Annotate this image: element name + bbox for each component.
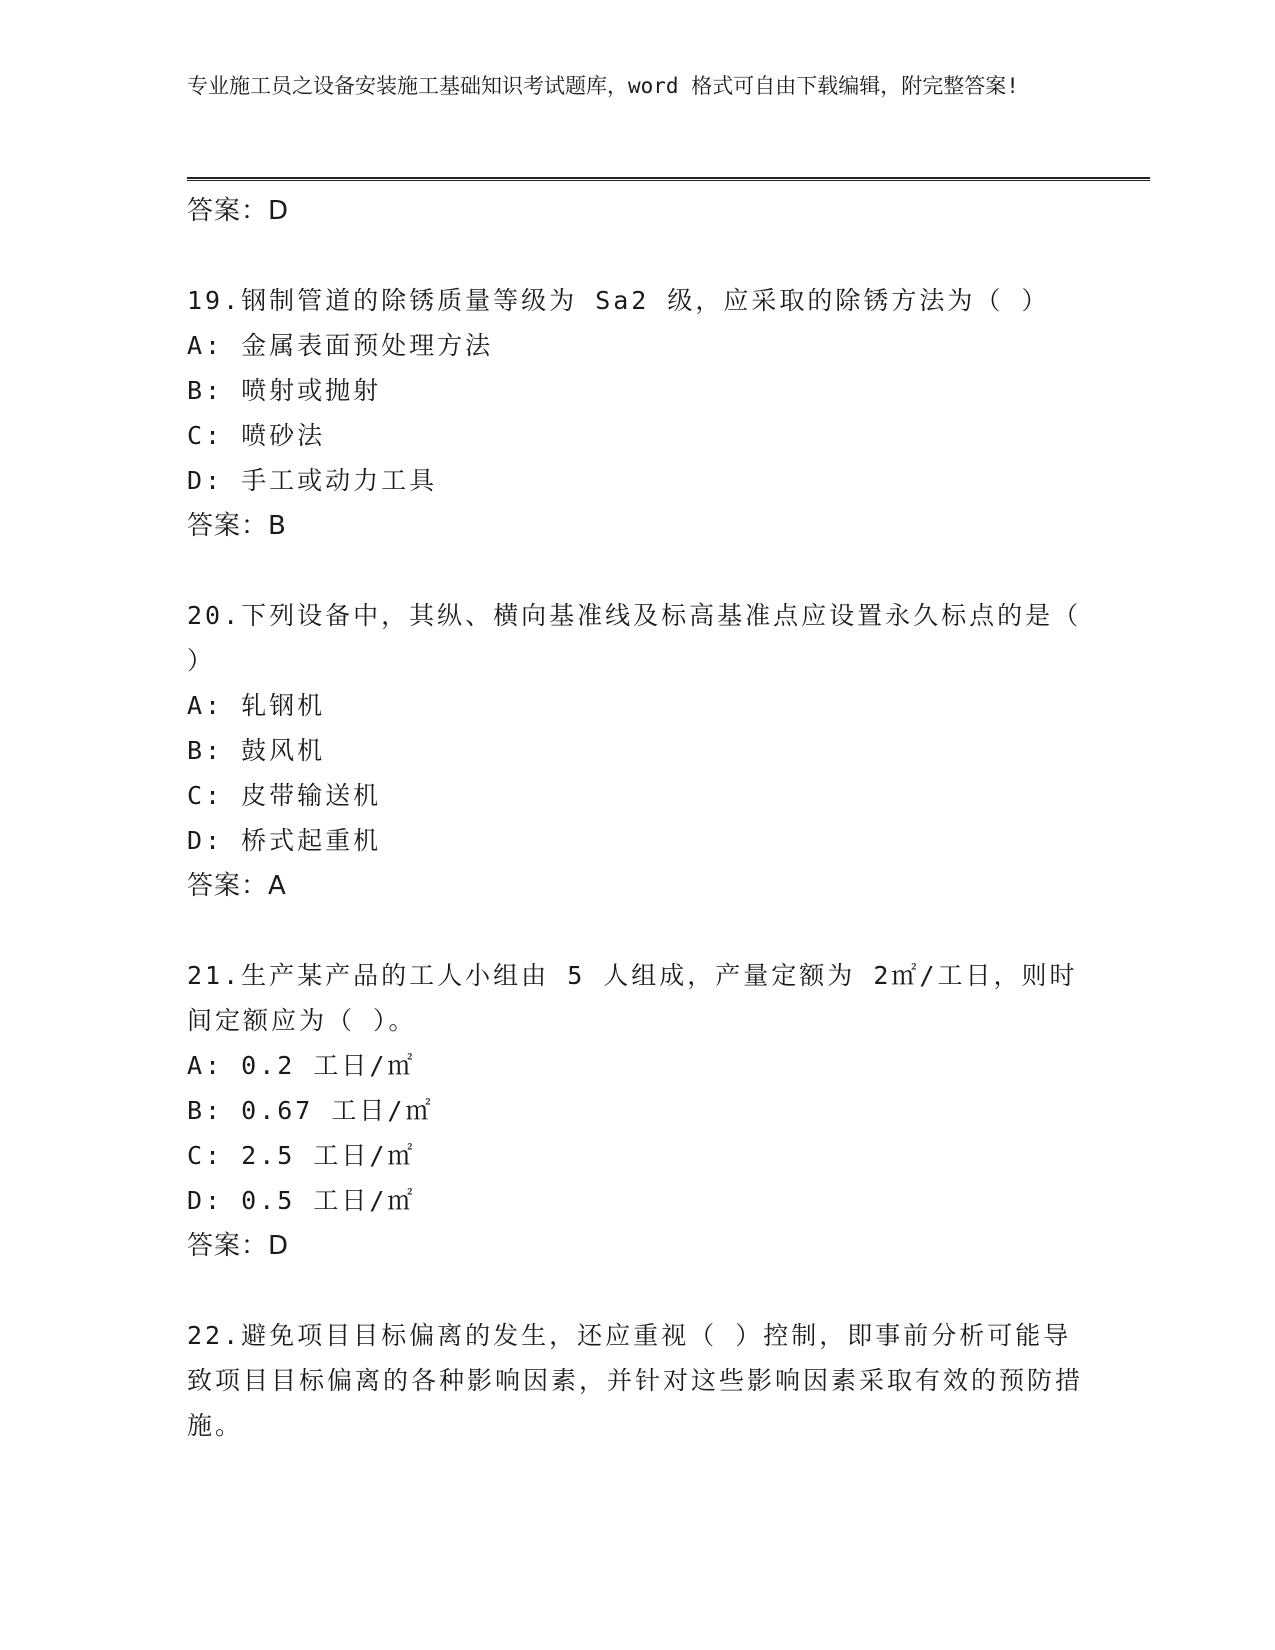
answer-line: 答案：D xyxy=(187,196,290,226)
option-a: A: 金属表面预处理方法 xyxy=(187,331,494,360)
option-d: D: 手工或动力工具 xyxy=(187,466,438,495)
option-d: D: 0.5 工日/㎡ xyxy=(187,1186,416,1215)
option-a: A: 0.2 工日/㎡ xyxy=(187,1051,416,1080)
option-b: B: 喷射或抛射 xyxy=(187,376,382,405)
option-c: C: 2.5 工日/㎡ xyxy=(187,1141,416,1170)
answer-line: 答案：D xyxy=(187,1231,290,1261)
option-b: B: 鼓风机 xyxy=(187,736,326,765)
option-b: B: 0.67 工日/㎡ xyxy=(187,1096,434,1125)
option-c: C: 喷砂法 xyxy=(187,421,326,450)
header-divider xyxy=(187,177,1150,181)
option-c: C: 皮带输送机 xyxy=(187,781,382,810)
question-list xyxy=(187,188,1087,1448)
question-stem: 19.钢制管道的除锈质量等级为 Sa2 级，应采取的除锈方法为（ ） xyxy=(187,286,1050,315)
option-d: D: 桥式起重机 xyxy=(187,826,382,855)
answer-line: 答案：A xyxy=(187,871,287,901)
question-stem: 20.下列设备中，其纵、横向基准线及标高基准点应设置永久标点的是（ ） xyxy=(187,601,1082,675)
question-stem: 21.生产某产品的工人小组由 5 人组成，产量定额为 2㎡/工日，则时间定额应为（ ）。 xyxy=(187,961,1078,1035)
answer-line: 答案：B xyxy=(187,511,287,541)
question-21 xyxy=(187,953,1087,1269)
question-19 xyxy=(187,278,1087,549)
question-22 xyxy=(187,1313,1087,1448)
option-a: A: 轧钢机 xyxy=(187,691,326,720)
document-header: 专业施工员之设备安装施工基础知识考试题库，word 格式可自由下载编辑，附完整答案! xyxy=(187,74,1019,98)
question-stem: 22.避免项目目标偏离的发生，还应重视（ ）控制，即事前分析可能导致项目目标偏离的各种影响因素，并针对这些影响因素采取有效的预防措施。 xyxy=(187,1321,1084,1440)
question-20 xyxy=(187,593,1087,909)
